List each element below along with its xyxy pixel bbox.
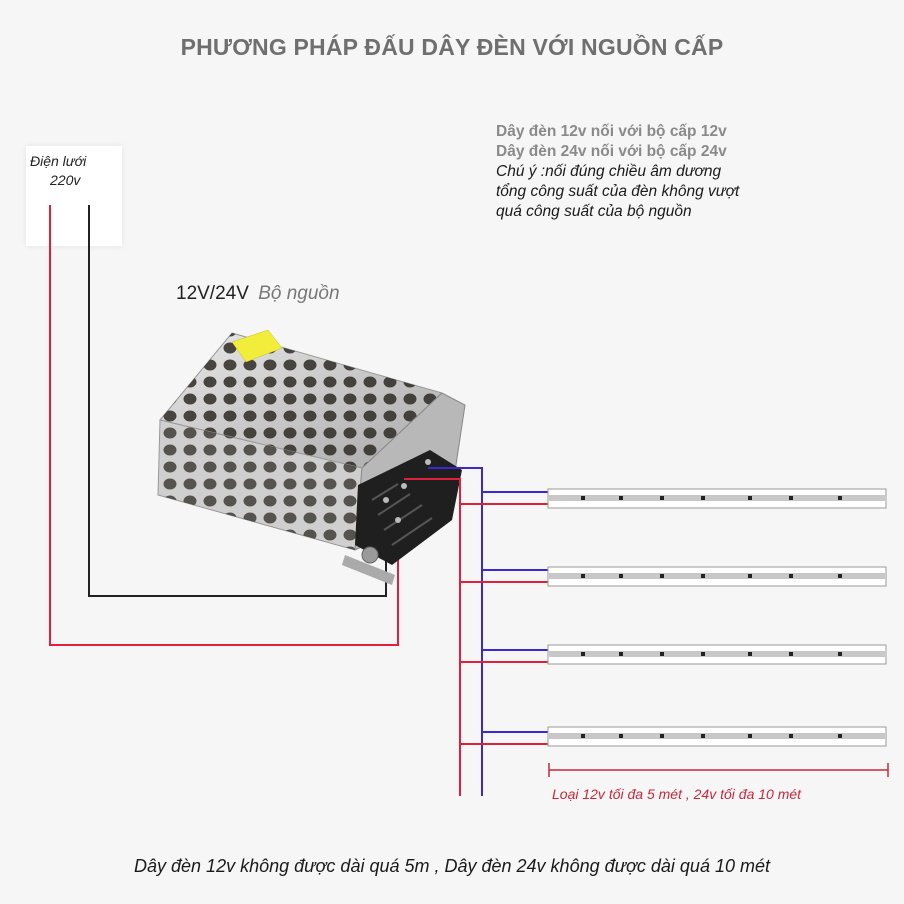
led-strip (460, 645, 886, 664)
strip-length-note: Loại 12v tối đa 5 mét , 24v tối đa 10 mét (552, 786, 802, 802)
note-12v: Dây đèn 12v nối với bộ cấp 12v (496, 123, 727, 140)
psu-name: Bộ nguồn (258, 283, 340, 304)
mains-label-voltage: 220v (50, 172, 81, 188)
note-24v: Dây đèn 24v nối với bộ cấp 24v (496, 143, 727, 160)
note-warning-3: quá công suất của bộ nguồn (496, 203, 692, 220)
note-warning-1: Chú ý :nối đúng chiều âm dương (496, 163, 722, 180)
note-warning-2: tổng công suất của đèn không vượt (496, 183, 740, 200)
led-strip (460, 567, 886, 586)
length-marker (549, 763, 888, 777)
led-strip (460, 489, 886, 508)
mains-label-line1: Điện lưới (30, 153, 87, 169)
led-strips (460, 489, 886, 746)
psu-voltage: 12V/24V (176, 283, 249, 304)
power-supply-icon (158, 330, 465, 585)
footer-note: Dây đèn 12v không được dài quá 5m , Dây đèn 24v không được dài quá 10 mét (134, 856, 770, 876)
page-title: PHƯƠNG PHÁP ĐẤU DÂY ĐÈN VỚI NGUỒN CẤP (180, 34, 724, 60)
led-strip (460, 727, 886, 746)
